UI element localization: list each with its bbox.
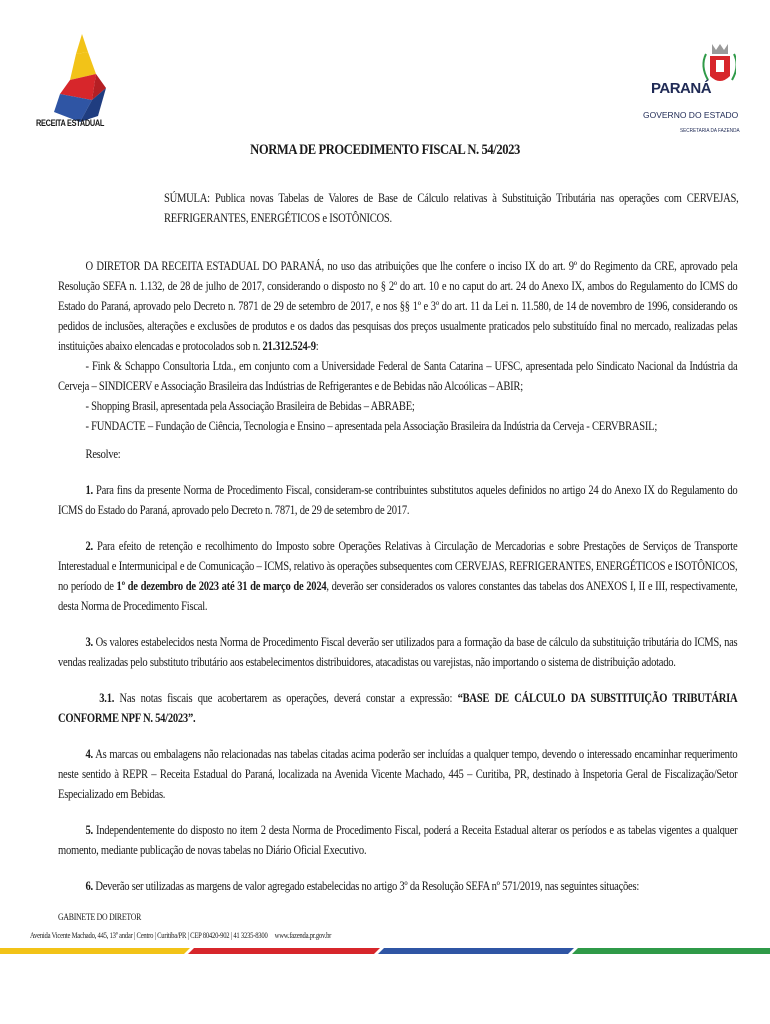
validity-period: 1º de dezembro de 2023 até 31 de março de 2024 [116, 579, 327, 593]
footer-address: Avenida Vicente Machado, 445, 13º andar | Centro | Curitiba/PR | CEP 80420-902 | 41 3235-8300 [30, 930, 268, 940]
receita-estadual-label: RECEITA ESTADUAL [36, 118, 105, 128]
item-3-1: 3.1. Nas notas fiscais que acobertarem as operações, deverá constar a expressão: “BASE DE CÁLCULO DA SUBSTITUIÇÃO TRIBUTÁRIA CONFORME NPF N. 54/2023”. [58, 691, 738, 725]
institution-item: - Shopping Brasil, apresentada pela Associação Brasileira de Bebidas – ABRABE; [85, 399, 415, 413]
resolve-heading: Resolve: [85, 447, 121, 461]
item-5: 5. Independentemente do disposto no item 2 desta Norma de Procedimento Fiscal, poderá a Receita Estadual alterar os períodos e as tabelas vigentes a qualquer momento, mediante publicação de novas tabelas no Diário Oficial Executivo. [58, 823, 738, 857]
document-body [58, 256, 737, 896]
protocol-number: 21.312.524-9 [262, 339, 316, 353]
item-1: 1. Para fins da presente Norma de Procedimento Fiscal, consideram-se contribuintes substitutos aqueles definidos no artigo 24 do Anexo IX do Regulamento do ICMS do Estado do Paraná, aprovado pelo Decreto n. 7871, de 29 de setembro de 2017. [58, 483, 738, 517]
preamble-paragraph: O DIRETOR DA RECEITA ESTADUAL DO PARANÁ, no uso das atribuições que lhe confere o inciso IX do art. 9º do Regimento da CRE, aprovado pela Resolução SEFA n. 1.132, de 28 de julho de 2017, considerando o disposto no § 2º do art. 10 e no caput do art. 24 do Anexo IX, ambos do Regulamento do ICMS do Estado do Paraná, aprovado pelo Decreto n. 7871 de 29 de setembro de 2017, e nos §§ 1º e 3º do art. 11 da Lei n. 11.580, de 14 de novembro de 1996, considerando os pedidos de inclusões, alterações e exclusões de produtos e os dados das pesquisas dos preços usualmente praticados pelo substituído final no mercado, realizadas pelas instituições abaixo elencadas e protocolados sob n. 21.312.524-9: [58, 259, 738, 353]
footer-address-line [30, 930, 331, 940]
secretaria-da-fazenda-label: SECRETARIA DA FAZENDA [680, 128, 740, 134]
footer-office: GABINETE DO DIRETOR [58, 913, 142, 923]
required-expression: “BASE DE CÁLCULO DA SUBSTITUIÇÃO TRIBUTÁRIA CONFORME NPF N. 54/2023”. [58, 691, 738, 725]
institution-item: - Fink & Schappo Consultoria Ltda., em conjunto com a Universidade Federal de Santa Catarina – UFSC, apresentada pelo Sindicato Nacional da Indústria da Cerveja – SINDICERV e Associação Brasileira das Indústrias de Refrigerantes e de Bebidas não Alcoólicas – ABIR; [58, 359, 738, 393]
parana-wordmark: PARANÁ [651, 80, 712, 97]
footer-color-bar [0, 948, 770, 954]
footer-website: www.fazenda.pr.gov.br [274, 930, 332, 940]
item-3: 3. Os valores estabelecidos nesta Norma de Procedimento Fiscal deverão ser utilizados para a formação da base de cálculo da substituição tributária do ICMS, nas vendas realizadas pelo substituto tributário aos estabelecimentos distribuidores, atacadistas ou varejistas, não importando o sistema de distribuição adotado. [58, 635, 738, 669]
item-2: 2. Para efeito de retenção e recolhimento do Imposto sobre Operações Relativas à Circulação de Mercadorias e sobre Prestações de Serviços de Transporte Interestadual e Intermunicipal e de Comunicação – ICMS, relativo às operações subsequentes com CERVEJAS, REFRIGERANTES, ENERGÉTICOS e ISOTÔNICOS, no período de 1º de dezembro de 2023 até 31 de março de 2024, deverão ser considerados os valores constantes das tabelas dos ANEXOS I, II e III, respectivamente, desta Norma de Procedimento Fiscal. [58, 539, 738, 613]
sumula-paragraph: SÚMULA: Publica novas Tabelas de Valores de Base de Cálculo relativas à Substituição Tributária nas operações com CERVEJAS, REFRIGERANTES, ENERGÉTICOS e ISOTÔNICOS. [164, 191, 739, 225]
document-title: NORMA DE PROCEDIMENTO FISCAL N. 54/2023 [250, 142, 520, 158]
item-4: 4. As marcas ou embalagens não relacionadas nas tabelas citadas acima poderão ser incluídas a qualquer tempo, devendo o interessado encaminhar requerimento neste sentido à REPR – Receita Estadual do Paraná, localizada na Avenida Vicente Machado, 445 – Curitiba, PR, destinado à Inspetoria Geral de Fiscalização/Setor Especializado em Bebidas. [58, 747, 738, 801]
institution-item: - FUNDACTE – Fundação de Ciência, Tecnologia e Ensino – apresentada pela Associação Brasileira da Indústria da Cerveja - CERVBRASIL; [85, 419, 658, 433]
item-6: 6. Deverão ser utilizadas as margens de valor agregado estabelecidas no artigo 3º da Resolução SEFA nº 571/2019, nas seguintes situações: [85, 879, 640, 893]
governo-do-estado-label: GOVERNO DO ESTADO [643, 110, 739, 120]
